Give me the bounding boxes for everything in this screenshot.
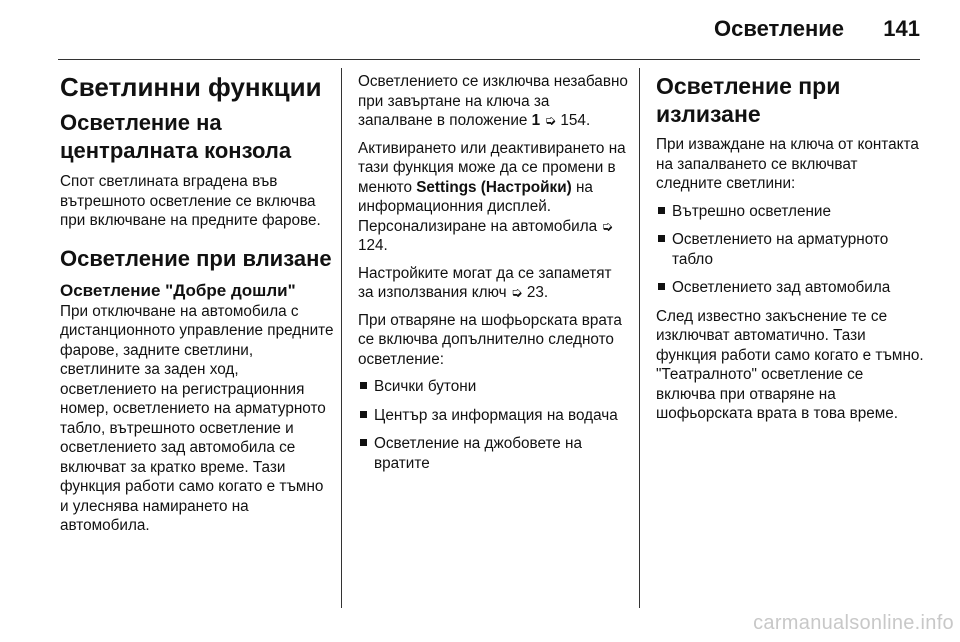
list-item: [656, 202, 926, 222]
paragraph-console-light: Спот светлината вградена във вътрешното осветление се включва при включване на предните фарове.: [60, 173, 321, 229]
chapter-heading: Светлинни функции: [60, 72, 322, 102]
list-item: [358, 434, 628, 473]
bullet-list-exit-lighting: [656, 202, 926, 298]
column-right: [656, 72, 926, 432]
list-item-text: Всички бутони: [374, 378, 477, 395]
list-item-text: Вътрешно осветление: [672, 202, 831, 220]
list-item: [656, 230, 926, 269]
page-ref-arrow-icon: ➭: [510, 284, 523, 300]
subsection-heading-welcome: Осветление "Добре дошли": [60, 280, 296, 300]
paragraph-settings-text-2: на информационния дисплей. Персонализиране на автомобила: [358, 178, 602, 235]
page-ref-link[interactable]: 154.: [560, 112, 591, 129]
paragraph-switch-off-text: Осветлението се изключва незабавно при завъртане на ключа за запалване в положение: [358, 73, 628, 129]
page-number: 141: [883, 16, 920, 41]
section-heading-console-light: Осветление на централната конзола: [60, 110, 292, 163]
column-middle: [358, 72, 628, 482]
site-watermark: carmanualsonline.info: [753, 612, 954, 634]
paragraph-key-memory: [358, 264, 628, 303]
section-heading-exit-lighting: Осветление при излизане: [656, 73, 841, 127]
section-heading-entry-lighting: Осветление при влизане: [60, 245, 332, 271]
list-item-text: Осветлението зад автомобила: [672, 279, 891, 296]
bullet-square-icon: [360, 411, 367, 418]
paragraph-auto-off: След известно закъснение те се изключват автоматично. Тази функция работи само когато е тъмно. "Театралното" осветление се включва при отваряне на шофьорската врата в това време.: [656, 307, 924, 422]
page-header: [0, 0, 960, 62]
paragraph-switch-off: [358, 72, 628, 131]
paragraph-driver-door: При отваряне на шофьорската врата се включва допълнително следното осветление:: [358, 311, 622, 368]
list-item-text: Осветлението на арматурното табло: [672, 231, 889, 268]
bullet-square-icon: [658, 207, 665, 214]
page-ref-arrow-icon: ➭: [601, 217, 614, 234]
list-item: [358, 377, 628, 397]
list-item: [358, 406, 628, 426]
bullet-square-icon: [360, 382, 367, 389]
bullet-square-icon: [658, 283, 665, 290]
paragraph-settings-text: Активирането или деактивирането на тази функция може да се промени в менюто: [358, 139, 626, 196]
paragraph-key-memory-text: Настройките могат да се запаметят за използвания ключ: [358, 264, 612, 301]
list-item-text: Осветление на джобовете на вратите: [374, 435, 582, 472]
page-ref-link[interactable]: 124.: [358, 237, 388, 254]
page-ref-link[interactable]: 23.: [526, 284, 549, 301]
paragraph-settings: [358, 139, 628, 256]
bullet-square-icon: [658, 235, 665, 242]
paragraph-welcome-lighting: При отключване на автомобила с дистанционното управление предните фарове, задните светлини, светлините за заден ход, осветлението на регистрационния номер, осветлението на арматурното табло, вътрешното осветление и осветлението зад автомобила се включват за кратко време. Тази функция работи само когато е тъмно и улеснява намирането на автомобила.: [60, 302, 334, 534]
ignition-position: 1: [531, 112, 541, 129]
column-divider-right: [639, 68, 640, 608]
paragraph-key-removed: При изваждане на ключа от контакта на запалването се включват следните светлини:: [656, 136, 919, 192]
column-left: [60, 72, 335, 544]
bullet-square-icon: [360, 439, 367, 446]
list-item-text: Център за информация на водача: [374, 406, 618, 424]
page-ref-arrow-icon: ➭: [544, 112, 557, 128]
column-divider-left: [341, 68, 342, 608]
list-item: [656, 278, 926, 298]
header-section-title: Осветление: [714, 16, 844, 41]
bullet-list-door-lighting: [358, 377, 628, 473]
settings-menu-label: Settings (Настройки): [416, 178, 572, 196]
header-rule: [58, 59, 920, 60]
